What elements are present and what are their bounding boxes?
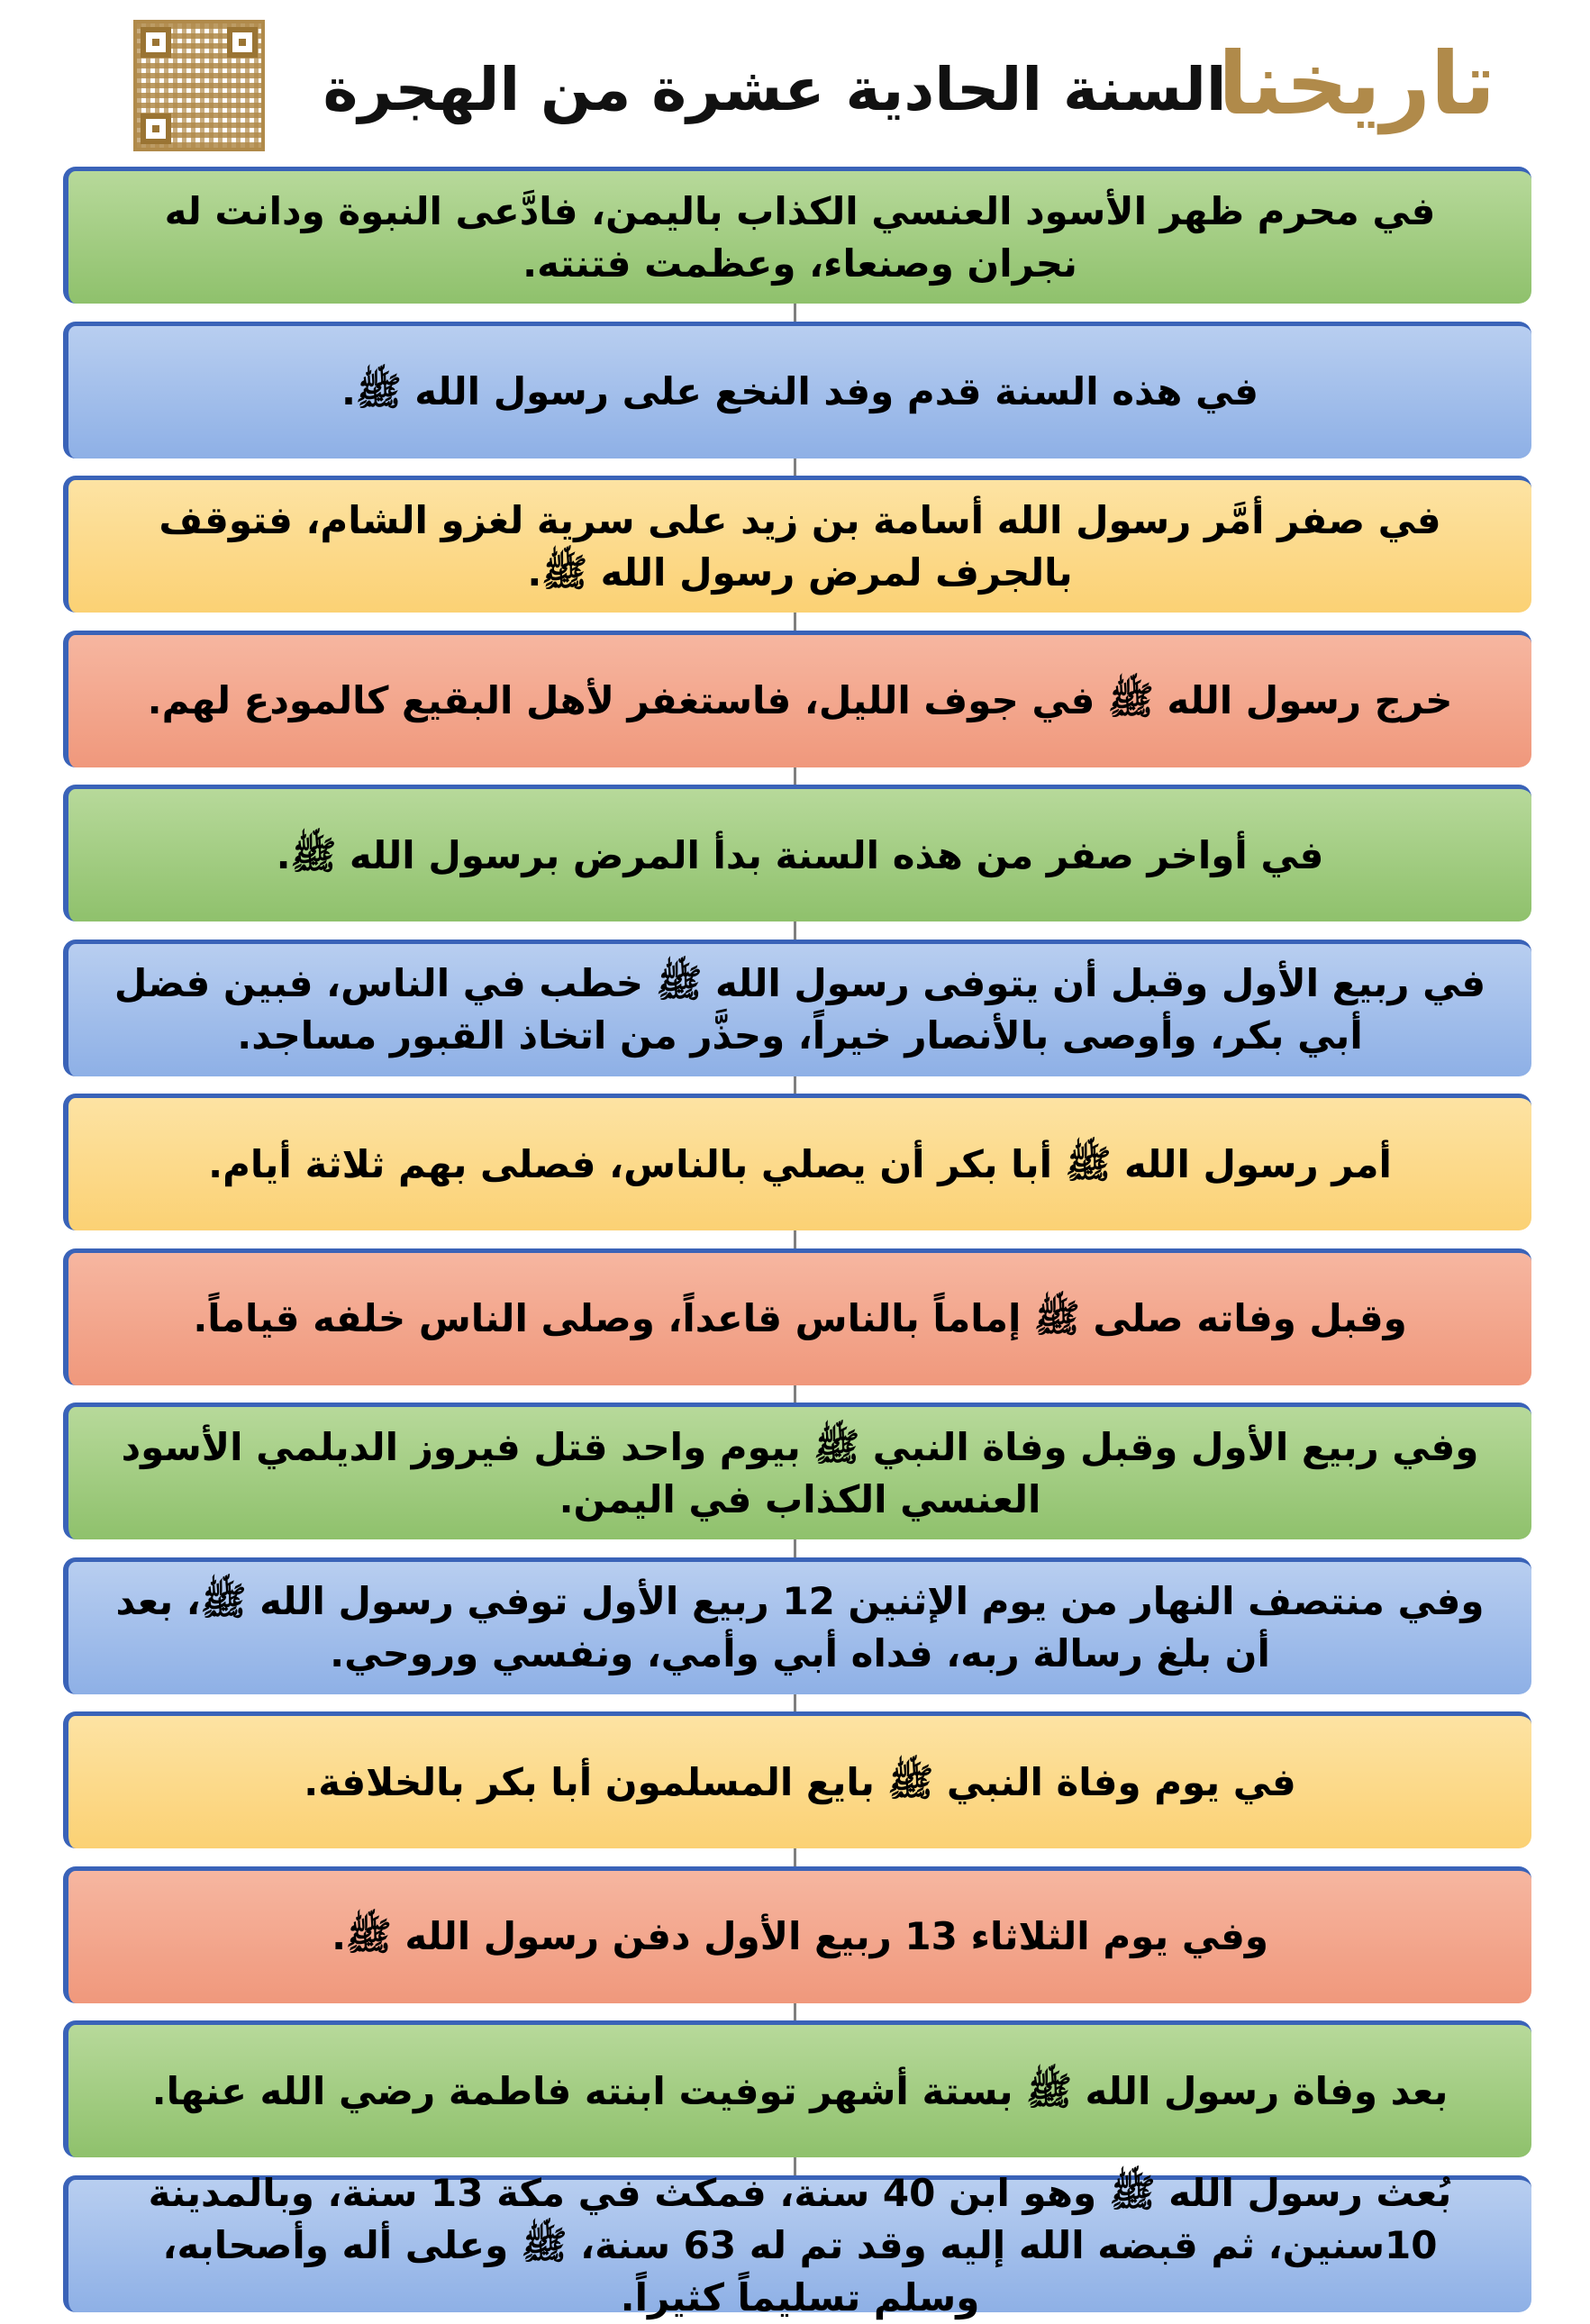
event-text: وفي منتصف النهار من يوم الإثنين 12 ربيع الأول توفي رسول الله ﷺ، بعد أن بلغ رسالة ربه، فداه أبي وأمي، ونفسي وروحي.: [115, 1579, 1485, 1675]
event-text: في هذه السنة قدم وفد النخع على رسول الله ﷺ.: [341, 369, 1259, 413]
logo: تاريخنا: [1218, 33, 1495, 134]
event-text: بعد وفاة رسول الله ﷺ بستة أشهر توفيت ابنته فاطمة رضي الله عنها.: [151, 2068, 1449, 2113]
event-text: خرج رسول الله ﷺ في جوف الليل، فاستغفر لأهل البقيع كالمودع لهم.: [147, 678, 1453, 722]
event-card: [63, 1094, 1531, 1230]
event-text: في أواخر صفر من هذه السنة بدأ المرض برسول الله ﷺ.: [276, 832, 1324, 877]
event-text: أمر رسول الله ﷺ أبا بكر أن يصلي بالناس، فصلى بهم ثلاثة أيام.: [208, 1141, 1392, 1186]
event-card: [63, 1248, 1531, 1385]
page-title: السنة الحادية عشرة من الهجرة: [323, 55, 1227, 124]
event-text: وفي ربيع الأول وقبل وفاة النبي ﷺ بيوم واحد قتل فيروز الديلمي الأسود العنسي الكذاب في اليمن.: [121, 1424, 1479, 1521]
event-card: [63, 2020, 1531, 2157]
event-card: [63, 2171, 1531, 2319]
event-text: في ربيع الأول وقبل أن يتوفى رسول الله ﷺ خطب في الناس، فبين فضل أبي بكر، وأوصى بالأنصار خيراً، وحذَّر من اتخاذ القبور مساجد.: [114, 961, 1486, 1058]
event-card: [63, 785, 1531, 921]
event-card: [63, 631, 1531, 767]
event-card: [63, 167, 1531, 304]
event-text: في صفر أمَّر رسول الله أسامة بن زيد على سرية لغزو الشام، فتوقف بالجرف لمرض رسول الله ﷺ.: [159, 497, 1441, 595]
event-text: وقبل وفاته صلى ﷺ إماماً بالناس قاعداً، وصلى الناس خلفه قياماً.: [193, 1296, 1407, 1340]
event-text: وفي يوم الثلاثاء 13 ربيع الأول دفن رسول الله ﷺ.: [332, 1914, 1268, 1958]
event-card: [63, 1711, 1531, 1848]
event-card: [63, 1557, 1531, 1694]
event-card: [63, 1403, 1531, 1539]
event-text: في محرم ظهر الأسود العنسي الكذاب باليمن، فادَّعى النبوة ودانت له نجران وصنعاء، وعظمت فتنته.: [164, 188, 1436, 286]
event-card: [63, 1866, 1531, 2003]
event-text: في يوم وفاة النبي ﷺ بايع المسلمون أبا بكر بالخلافة.: [304, 1759, 1296, 1804]
event-card: [63, 476, 1531, 613]
event-text: بُعث رسول الله ﷺ وهو ابن 40 سنة، فمكث في مكة 13 سنة، وبالمدينة 10سنين، ثم قبضه الله إليه وقد تم له 63 سنة، ﷺ وعلى أله وأصحابه، وسلم تسليماً كثيراً.: [148, 2171, 1452, 2319]
event-card: [63, 940, 1531, 1076]
event-card: [63, 322, 1531, 458]
